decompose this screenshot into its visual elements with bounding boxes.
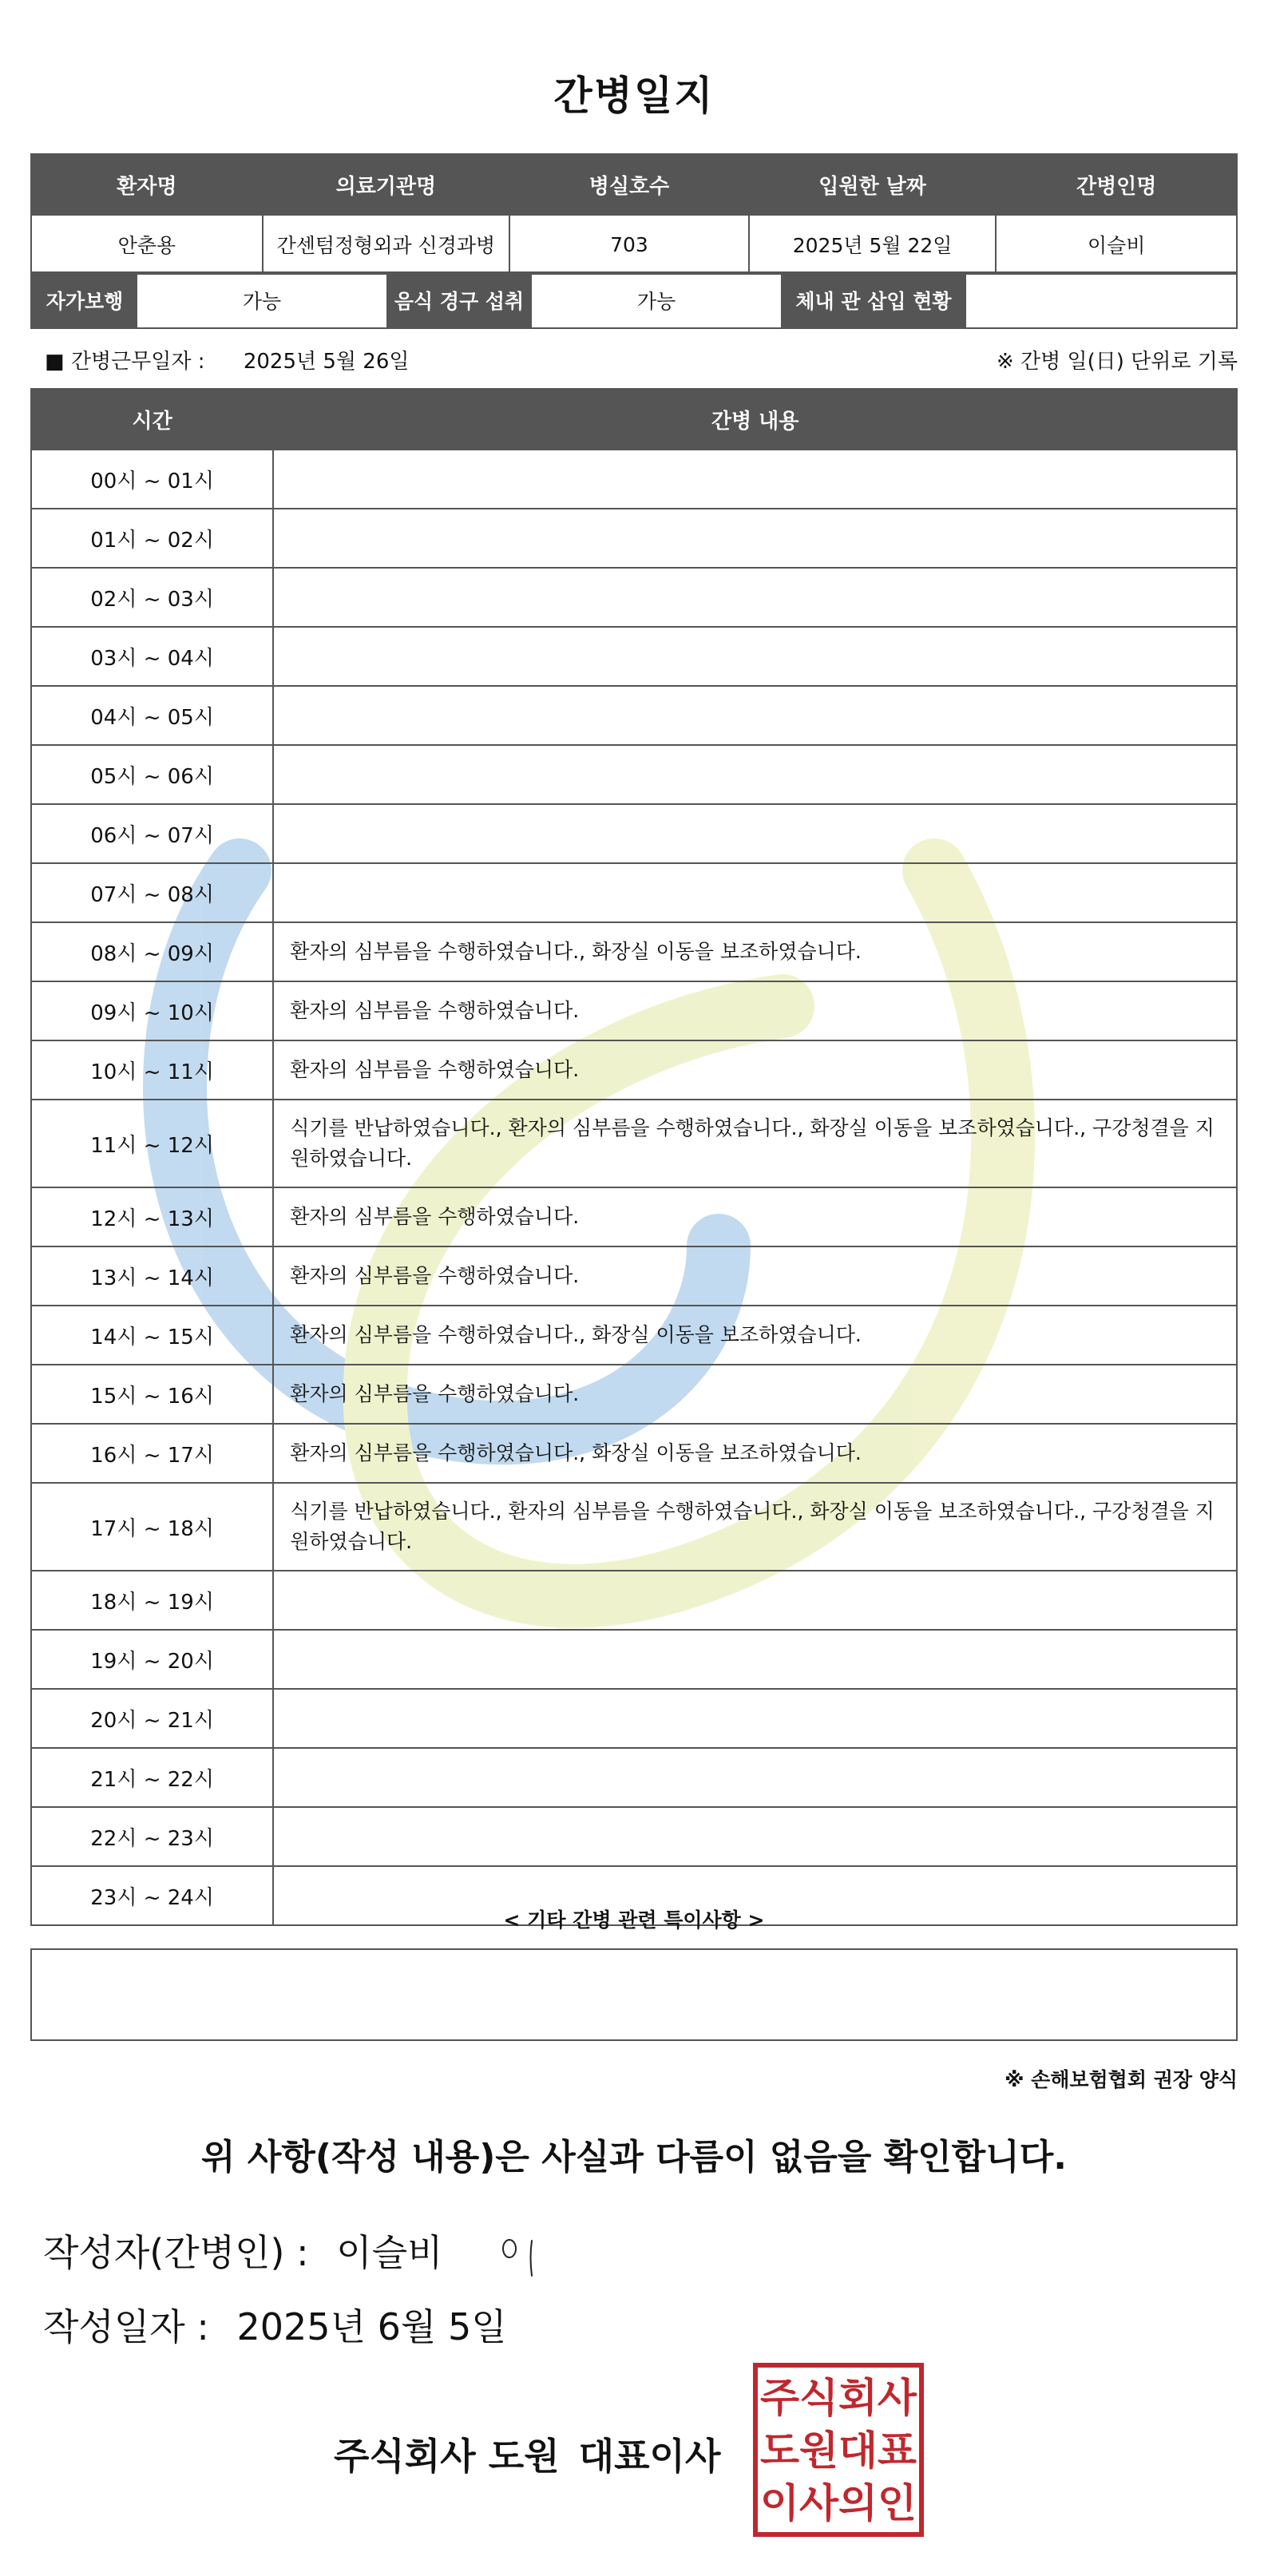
work-date-label: ■ 간병근무일자 : bbox=[45, 350, 205, 374]
work-date-value: 2025년 5월 26일 bbox=[243, 350, 410, 374]
time-slot: 04시 ~ 05시 bbox=[31, 686, 273, 745]
table-row bbox=[31, 1689, 1237, 1748]
care-content: 환자의 심부름을 수행하였습니다., 화장실 이동을 보조하였습니다. bbox=[273, 1306, 1237, 1365]
company-seal-stamp bbox=[752, 2362, 925, 2538]
care-content: 환자의 심부름을 수행하였습니다. bbox=[273, 1246, 1237, 1306]
time-slot: 22시 ~ 23시 bbox=[31, 1807, 273, 1866]
walking-label: 자가보행 bbox=[32, 273, 137, 327]
room-number: 703 bbox=[509, 215, 749, 274]
caregiver-name: 이슬비 bbox=[996, 215, 1237, 274]
table-row bbox=[31, 1571, 1237, 1630]
header-hospital: 의료기관명 bbox=[263, 154, 510, 215]
header-care-content: 간병 내용 bbox=[273, 389, 1237, 450]
form-source-note: ※ 손해보험협회 권장 양식 bbox=[1004, 2068, 1238, 2091]
care-content bbox=[273, 1571, 1237, 1630]
written-date-line bbox=[43, 2298, 507, 2351]
time-slot: 13시 ~ 14시 bbox=[31, 1246, 273, 1306]
care-content bbox=[273, 568, 1237, 627]
tube-label: 체내 관 삽입 현황 bbox=[781, 273, 966, 327]
time-slot: 16시 ~ 17시 bbox=[31, 1424, 273, 1483]
time-slot: 12시 ~ 13시 bbox=[31, 1187, 273, 1246]
confirmation-statement: 위 사항(작성 내용)은 사실과 다름이 없음을 확인합니다. bbox=[201, 2137, 1067, 2178]
care-content bbox=[273, 1748, 1237, 1807]
table-row bbox=[31, 745, 1237, 804]
time-slot: 07시 ~ 08시 bbox=[31, 863, 273, 922]
oral-intake-value: 가능 bbox=[636, 290, 676, 313]
care-content: 환자의 심부름을 수행하였습니다., 화장실 이동을 보조하였습니다. bbox=[273, 922, 1237, 981]
care-content: 식기를 반납하였습니다., 환자의 심부름을 수행하였습니다., 화장실 이동을 보조하였습니다., 구강청결을 지원하였습니다. bbox=[273, 1483, 1237, 1571]
time-slot: 21시 ~ 22시 bbox=[31, 1748, 273, 1807]
care-content bbox=[273, 745, 1237, 804]
time-slot: 11시 ~ 12시 bbox=[31, 1100, 273, 1187]
time-slot: 03시 ~ 04시 bbox=[31, 627, 273, 686]
daily-record-note: ※ 간병 일(日) 단위로 기록 bbox=[996, 350, 1238, 374]
company-line bbox=[334, 2427, 720, 2480]
care-content bbox=[273, 1630, 1237, 1689]
care-content: 환자의 심부름을 수행하였습니다. bbox=[273, 1040, 1237, 1100]
extra-notes-box bbox=[30, 1948, 1238, 2041]
work-date bbox=[45, 345, 410, 375]
care-content bbox=[273, 804, 1237, 863]
company-role: 대표이사 bbox=[578, 2435, 721, 2478]
care-content bbox=[273, 627, 1237, 686]
care-content: 식기를 반납하였습니다., 환자의 심부름을 수행하였습니다., 화장실 이동을 보조하였습니다., 구강청결을 지원하였습니다. bbox=[273, 1100, 1237, 1187]
table-row bbox=[31, 568, 1237, 627]
seal-line: 이사의인 bbox=[760, 2480, 917, 2526]
header-patient-name: 환자명 bbox=[31, 154, 263, 215]
tube-value bbox=[966, 273, 1236, 327]
time-slot: 15시 ~ 16시 bbox=[31, 1365, 273, 1424]
table-row bbox=[31, 627, 1237, 686]
care-content: 환자의 심부름을 수행하였습니다. bbox=[273, 1187, 1237, 1246]
care-content bbox=[273, 1807, 1237, 1866]
table-row bbox=[31, 1424, 1237, 1483]
table-row bbox=[31, 1040, 1237, 1100]
time-slot: 14시 ~ 15시 bbox=[31, 1306, 273, 1365]
time-slot: 00시 ~ 01시 bbox=[31, 450, 273, 509]
care-content bbox=[273, 863, 1237, 922]
header-time: 시간 bbox=[31, 389, 273, 450]
table-row bbox=[31, 922, 1237, 981]
writer-name: 이슬비 bbox=[336, 2231, 443, 2274]
table-row bbox=[31, 1365, 1237, 1424]
time-slot: 17시 ~ 18시 bbox=[31, 1483, 273, 1571]
table-row bbox=[31, 1748, 1237, 1807]
time-slot: 09시 ~ 10시 bbox=[31, 981, 273, 1040]
seal-line: 도원대표 bbox=[760, 2427, 917, 2474]
table-row bbox=[31, 1100, 1237, 1187]
care-content bbox=[273, 1689, 1237, 1748]
time-slot: 05시 ~ 06시 bbox=[31, 745, 273, 804]
table-row bbox=[31, 1630, 1237, 1689]
table-row bbox=[31, 863, 1237, 922]
time-slot: 01시 ~ 02시 bbox=[31, 509, 273, 568]
care-content: 환자의 심부름을 수행하였습니다. bbox=[273, 1365, 1237, 1424]
company-name: 주식회사 도원 bbox=[334, 2435, 560, 2478]
written-date-label: 작성일자 : bbox=[43, 2305, 209, 2348]
walking-value: 가능 bbox=[242, 290, 282, 313]
care-content: 환자의 심부름을 수행하였습니다. bbox=[273, 981, 1237, 1040]
header-admission-date: 입원한 날짜 bbox=[749, 154, 997, 215]
time-slot: 20시 ~ 21시 bbox=[31, 1689, 273, 1748]
care-log-table bbox=[30, 388, 1238, 1926]
table-row bbox=[31, 804, 1237, 863]
header-room: 병실호수 bbox=[509, 154, 749, 215]
time-slot: 23시 ~ 24시 bbox=[31, 1866, 273, 1925]
time-slot: 06시 ~ 07시 bbox=[31, 804, 273, 863]
time-slot: 19시 ~ 20시 bbox=[31, 1630, 273, 1689]
table-row bbox=[31, 509, 1237, 568]
table-row bbox=[31, 686, 1237, 745]
seal-line: 주식회사 bbox=[760, 2375, 917, 2421]
table-row bbox=[31, 1483, 1237, 1571]
care-content bbox=[273, 450, 1237, 509]
admission-date: 2025년 5월 22일 bbox=[749, 215, 997, 274]
table-row bbox=[31, 1187, 1237, 1246]
table-row bbox=[31, 1246, 1237, 1306]
oral-intake-label: 음식 경구 섭취 bbox=[386, 273, 532, 327]
table-row bbox=[31, 1807, 1237, 1866]
table-row bbox=[31, 450, 1237, 509]
table-row bbox=[31, 1306, 1237, 1365]
handwritten-signature bbox=[495, 2226, 551, 2282]
care-content: 환자의 심부름을 수행하였습니다., 화장실 이동을 보조하였습니다. bbox=[273, 1424, 1237, 1483]
care-content bbox=[273, 509, 1237, 568]
writer-line bbox=[43, 2224, 443, 2277]
table-row bbox=[31, 981, 1237, 1040]
time-slot: 02시 ~ 03시 bbox=[31, 568, 273, 627]
patient-name: 안춘용 bbox=[31, 215, 263, 274]
page-title: 간병일지 bbox=[553, 73, 715, 119]
extra-notes-title: < 기타 간병 관련 특이사항 > bbox=[503, 1908, 765, 1932]
writer-label: 작성자(간병인) : bbox=[43, 2231, 309, 2274]
time-slot: 08시 ~ 09시 bbox=[31, 922, 273, 981]
time-slot: 18시 ~ 19시 bbox=[31, 1571, 273, 1630]
hospital-name: 간센텀정형외과 신경과병 bbox=[263, 215, 510, 274]
care-content bbox=[273, 686, 1237, 745]
time-slot: 10시 ~ 11시 bbox=[31, 1040, 273, 1100]
patient-status-row bbox=[30, 271, 1238, 329]
patient-info-table bbox=[30, 153, 1238, 275]
header-caregiver: 간병인명 bbox=[996, 154, 1237, 215]
written-date-value: 2025년 6월 5일 bbox=[236, 2305, 507, 2348]
